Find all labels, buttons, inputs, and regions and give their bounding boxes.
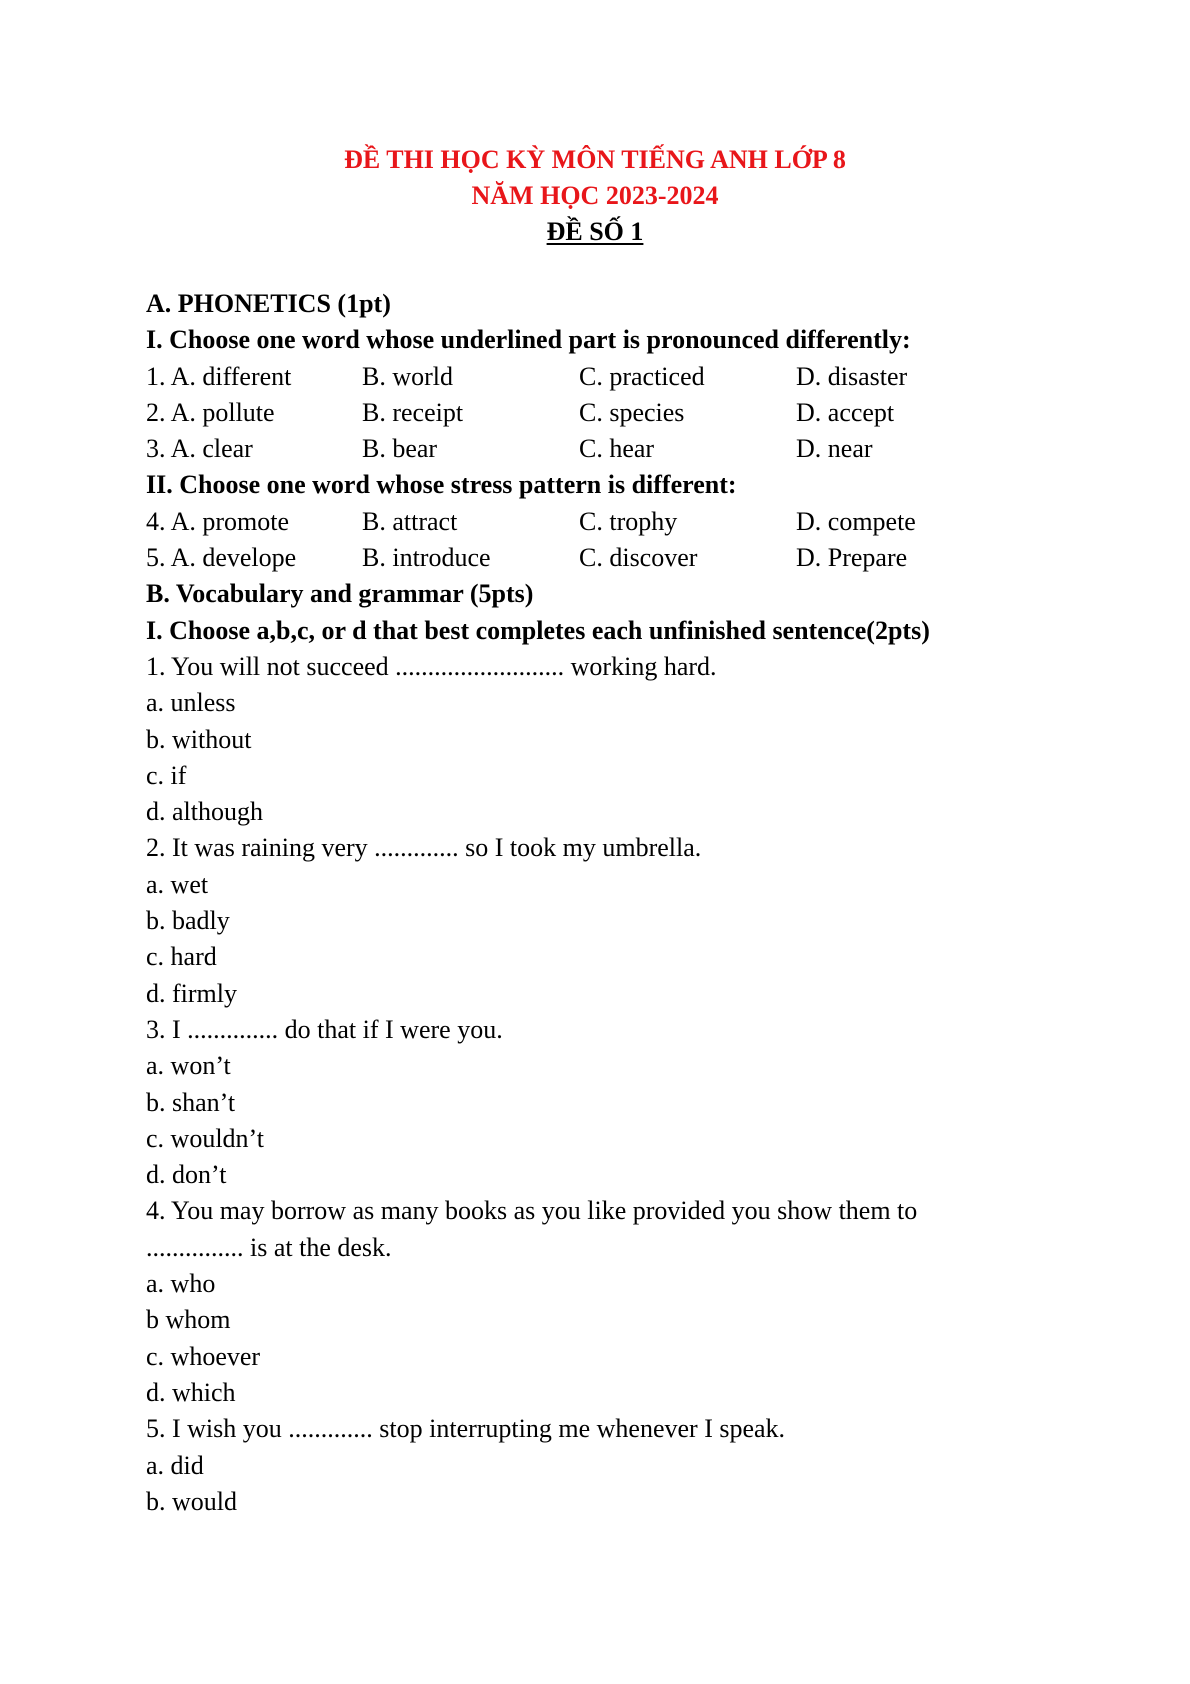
option-d: D. near	[796, 434, 873, 464]
question-block	[146, 1012, 1146, 1193]
answer-option: c. whoever	[146, 1341, 261, 1371]
stress-question-row	[146, 540, 1146, 576]
exam-header	[0, 142, 1190, 250]
answer-option: b. shan’t	[146, 1087, 236, 1117]
answer-option: a. who	[146, 1269, 216, 1299]
phonetics-question-row	[146, 359, 1146, 395]
answer-option: c. if	[146, 760, 187, 790]
answer-option: d. don’t	[146, 1160, 227, 1190]
answer-option: a. unless	[146, 688, 236, 718]
answer-option: b. would	[146, 1486, 237, 1516]
option-c: C. hear	[579, 434, 655, 464]
question-text: 5. I wish you ............. stop interrupting me whenever I speak.	[146, 1414, 786, 1444]
option-b: B. bear	[362, 434, 438, 464]
question-block	[146, 830, 1146, 1011]
option-c: C. trophy	[579, 506, 678, 536]
answer-option: b. badly	[146, 906, 230, 936]
option-d: D. disaster	[796, 361, 908, 391]
option-d: D. compete	[796, 506, 916, 536]
exam-content	[146, 286, 1146, 1520]
exam-number: ĐỀ SỐ 1	[546, 217, 644, 246]
school-year: NĂM HỌC 2023-2024	[471, 181, 719, 210]
option-b: B. introduce	[362, 543, 491, 573]
answer-option: c. wouldn’t	[146, 1123, 264, 1153]
option-a: 1. A. different	[146, 361, 292, 391]
option-b: B. receipt	[362, 397, 464, 427]
answer-option: d. firmly	[146, 978, 237, 1008]
answer-option: a. wet	[146, 869, 209, 899]
option-a: 4. A. promote	[146, 506, 289, 536]
answer-option: d. which	[146, 1377, 236, 1407]
question-text: 4. You may borrow as many books as you like provided you show them to	[146, 1196, 918, 1226]
question-text: 1. You will not succeed .......................... working hard.	[146, 651, 717, 681]
option-d: D. Prepare	[796, 543, 908, 573]
section-b-part1-heading: I. Choose a,b,c, or d that best completes each unfinished sentence(2pts)	[146, 615, 930, 645]
stress-question-row	[146, 504, 1146, 540]
question-block	[146, 1193, 1146, 1411]
answer-option: d. although	[146, 797, 263, 827]
section-a-heading: A. PHONETICS (1pt)	[146, 289, 391, 318]
section-a-part2-heading: II. Choose one word whose stress pattern is different:	[146, 470, 737, 500]
section-a-part1-heading: I. Choose one word whose underlined part is pronounced differently:	[146, 325, 911, 355]
option-c: C. discover	[579, 543, 698, 573]
question-block	[146, 1411, 1146, 1520]
option-d: D. accept	[796, 397, 895, 427]
option-a: 2. A. pollute	[146, 397, 275, 427]
option-b: B. world	[362, 361, 453, 391]
answer-option: a. won’t	[146, 1051, 231, 1081]
question-text: 3. I .............. do that if I were you.	[146, 1014, 503, 1044]
answer-option: a. did	[146, 1450, 204, 1480]
question-text-continued: ............... is at the desk.	[146, 1232, 392, 1262]
answer-option: b whom	[146, 1305, 231, 1335]
option-c: C. practiced	[579, 361, 705, 391]
question-text: 2. It was raining very ............. so I took my umbrella.	[146, 833, 702, 863]
question-block	[146, 649, 1146, 830]
answer-option: b. without	[146, 724, 252, 754]
phonetics-question-row	[146, 395, 1146, 431]
option-a: 3. A. clear	[146, 434, 253, 464]
exam-title: ĐỀ THI HỌC KỲ MÔN TIẾNG ANH LỚP 8	[344, 145, 846, 174]
phonetics-question-row	[146, 431, 1146, 467]
option-a: 5. A. develope	[146, 543, 297, 573]
answer-option: c. hard	[146, 942, 217, 972]
option-b: B. attract	[362, 506, 458, 536]
section-b-heading: B. Vocabulary and grammar (5pts)	[146, 579, 534, 609]
option-c: C. species	[579, 397, 685, 427]
